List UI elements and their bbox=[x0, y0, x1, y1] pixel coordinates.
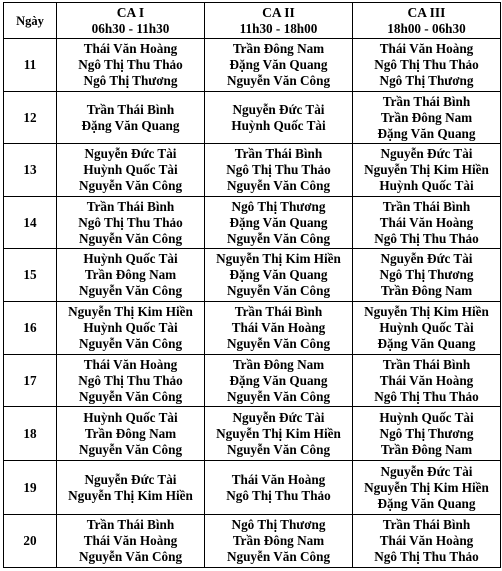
shift-1-cell bbox=[57, 461, 205, 515]
staff-name: Thái Văn Hoàng bbox=[231, 320, 326, 335]
staff-name: Huỳnh Quốc Tài bbox=[231, 117, 326, 133]
staff-name: Thái Văn Hoàng bbox=[379, 533, 474, 548]
shift-1-cell bbox=[57, 355, 205, 407]
staff-name: Ngô Thị Thu Thảo bbox=[374, 549, 479, 564]
staff-name: Nguyễn Thị Kim Hiền bbox=[216, 425, 341, 441]
day-cell: 19 bbox=[4, 461, 57, 515]
staff-name: Trần Đông Nam bbox=[380, 441, 473, 457]
shift-2-cell bbox=[205, 302, 353, 355]
shift-3-cell bbox=[353, 302, 501, 355]
schedule-row bbox=[4, 355, 501, 407]
shift-1-cell bbox=[57, 197, 205, 249]
shift-3-name: CA III bbox=[407, 4, 446, 20]
staff-name: Trần Đông Nam bbox=[380, 283, 473, 298]
shift-1-cell bbox=[57, 249, 205, 302]
staff-name: Nguyễn Văn Công bbox=[78, 283, 183, 298]
shift-1-cell bbox=[57, 302, 205, 355]
shift-2-cell bbox=[205, 515, 353, 568]
staff-name: Trần Đông Nam bbox=[380, 109, 473, 125]
schedule-row bbox=[4, 197, 501, 249]
day-cell: 14 bbox=[4, 197, 57, 249]
shift-1-header bbox=[57, 3, 205, 39]
shift-1-cell bbox=[57, 39, 205, 92]
shift-3-cell bbox=[353, 249, 501, 302]
staff-name: Đặng Văn Quang bbox=[229, 372, 328, 388]
shift-2-name: CA II bbox=[262, 4, 295, 20]
staff-name: Thái Văn Hoàng bbox=[231, 471, 326, 487]
day-cell: 15 bbox=[4, 249, 57, 302]
shift-2-cell bbox=[205, 197, 353, 249]
staff-name: Huỳnh Quốc Tài bbox=[379, 178, 474, 193]
day-cell: 13 bbox=[4, 144, 57, 197]
day-column-header bbox=[4, 3, 57, 39]
staff-name: Thái Văn Hoàng bbox=[379, 372, 474, 388]
shift-3-cell bbox=[353, 515, 501, 568]
shift-1-cell bbox=[57, 92, 205, 144]
staff-name: Nguyễn Đức Tài bbox=[380, 251, 473, 266]
staff-name: Thái Văn Hoàng bbox=[83, 356, 178, 372]
day-cell: 17 bbox=[4, 355, 57, 407]
shift-2-cell bbox=[205, 92, 353, 144]
staff-name: Huỳnh Quốc Tài bbox=[83, 320, 178, 335]
staff-name: Đặng Văn Quang bbox=[81, 117, 180, 133]
shift-3-cell bbox=[353, 407, 501, 461]
staff-name: Nguyễn Thị Kim Hiền bbox=[364, 479, 489, 495]
staff-name: Đặng Văn Quang bbox=[229, 267, 328, 282]
shift-2-cell bbox=[205, 355, 353, 407]
staff-name: Trần Đông Nam bbox=[232, 533, 325, 548]
staff-name: Ngô Thị Thu Thảo bbox=[78, 372, 183, 388]
staff-name: Nguyễn Đức Tài bbox=[380, 146, 473, 161]
day-cell: 11 bbox=[4, 39, 57, 92]
staff-name: Thái Văn Hoàng bbox=[83, 533, 178, 548]
staff-name: Trần Thái Bình bbox=[382, 198, 471, 214]
staff-name: Trần Thái Bình bbox=[382, 93, 471, 109]
shift-3-cell bbox=[353, 355, 501, 407]
staff-name: Nguyễn Văn Công bbox=[226, 178, 331, 193]
staff-name: Nguyễn Văn Công bbox=[78, 230, 183, 246]
staff-name: Trần Đông Nam bbox=[232, 41, 325, 56]
schedule-row bbox=[4, 461, 501, 515]
day-cell: 20 bbox=[4, 515, 57, 568]
staff-name: Nguyễn Thị Kim Hiền bbox=[68, 304, 193, 319]
staff-name: Ngô Thị Thương bbox=[231, 198, 326, 214]
staff-name: Nguyễn Văn Công bbox=[226, 73, 331, 88]
staff-name: Nguyễn Văn Công bbox=[78, 388, 183, 404]
shift-3-header bbox=[353, 3, 501, 39]
staff-name: Ngô Thị Thương bbox=[83, 73, 178, 88]
schedule-row bbox=[4, 407, 501, 461]
staff-name: Trần Thái Bình bbox=[234, 304, 323, 319]
staff-name: Huỳnh Quốc Tài bbox=[83, 409, 178, 425]
staff-name: Nguyễn Thị Kim Hiền bbox=[216, 251, 341, 266]
staff-name: Nguyễn Văn Công bbox=[78, 441, 183, 457]
staff-name: Nguyễn Văn Công bbox=[78, 336, 183, 351]
staff-name: Ngô Thị Thu Thảo bbox=[78, 214, 183, 230]
staff-name: Nguyễn Văn Công bbox=[226, 441, 331, 457]
staff-name: Thái Văn Hoàng bbox=[379, 41, 474, 56]
staff-name: Trần Thái Bình bbox=[382, 356, 471, 372]
shift-1-cell bbox=[57, 144, 205, 197]
shift-1-cell bbox=[57, 407, 205, 461]
staff-name: Trần Đông Nam bbox=[84, 425, 177, 441]
shift-3-cell bbox=[353, 92, 501, 144]
staff-name: Trần Thái Bình bbox=[382, 517, 471, 532]
shift-1-cell bbox=[57, 515, 205, 568]
shift-3-cell bbox=[353, 144, 501, 197]
staff-name: Đặng Văn Quang bbox=[229, 57, 328, 72]
staff-name: Ngô Thị Thương bbox=[231, 517, 326, 532]
staff-name: Huỳnh Quốc Tài bbox=[83, 162, 178, 177]
staff-name: Nguyễn Văn Công bbox=[226, 230, 331, 246]
shift-3-time: 18h00 - 06h30 bbox=[387, 20, 466, 36]
staff-name: Nguyễn Thị Kim Hiền bbox=[364, 162, 489, 177]
staff-name: Nguyễn Văn Công bbox=[226, 549, 331, 564]
shift-3-cell bbox=[353, 39, 501, 92]
staff-name: Nguyễn Văn Công bbox=[78, 178, 183, 193]
staff-name: Ngô Thị Thu Thảo bbox=[374, 230, 479, 246]
staff-name: Nguyễn Đức Tài bbox=[232, 409, 325, 425]
shift-2-header bbox=[205, 3, 353, 39]
staff-name: Thái Văn Hoàng bbox=[379, 214, 474, 230]
staff-name: Đặng Văn Quang bbox=[377, 125, 476, 141]
shift-2-cell bbox=[205, 461, 353, 515]
staff-name: Huỳnh Quốc Tài bbox=[379, 409, 474, 425]
staff-name: Ngô Thị Thu Thảo bbox=[374, 388, 479, 404]
day-cell: 16 bbox=[4, 302, 57, 355]
schedule-row bbox=[4, 144, 501, 197]
staff-name: Nguyễn Văn Công bbox=[78, 549, 183, 564]
shift-2-cell bbox=[205, 249, 353, 302]
shift-2-cell bbox=[205, 144, 353, 197]
staff-name: Ngô Thị Thu Thảo bbox=[226, 487, 331, 503]
staff-name: Ngô Thị Thương bbox=[379, 73, 474, 88]
shift-1-name: CA I bbox=[116, 4, 145, 20]
shift-2-cell bbox=[205, 39, 353, 92]
staff-name: Đặng Văn Quang bbox=[377, 336, 476, 351]
shift-1-time: 06h30 - 11h30 bbox=[91, 20, 170, 36]
staff-name: Ngô Thị Thu Thảo bbox=[374, 57, 479, 72]
shift-schedule-table bbox=[3, 2, 501, 568]
staff-name: Nguyễn Văn Công bbox=[226, 388, 331, 404]
staff-name: Nguyễn Đức Tài bbox=[380, 463, 473, 479]
staff-name: Trần Đông Nam bbox=[84, 267, 177, 282]
header-row bbox=[4, 3, 501, 39]
staff-name: Ngô Thị Thu Thảo bbox=[78, 57, 183, 72]
schedule-row bbox=[4, 39, 501, 92]
day-column-label: Ngày bbox=[16, 13, 44, 28]
shift-3-cell bbox=[353, 461, 501, 515]
schedule-row bbox=[4, 515, 501, 568]
staff-name: Nguyễn Văn Công bbox=[226, 336, 331, 351]
day-cell: 18 bbox=[4, 407, 57, 461]
staff-name: Nguyễn Đức Tài bbox=[232, 101, 325, 117]
staff-name: Đặng Văn Quang bbox=[377, 495, 476, 511]
staff-name: Nguyễn Thị Kim Hiền bbox=[68, 487, 193, 503]
staff-name: Thái Văn Hoàng bbox=[83, 41, 178, 56]
schedule-row bbox=[4, 92, 501, 144]
staff-name: Ngô Thị Thương bbox=[379, 425, 474, 441]
staff-name: Nguyễn Thị Kim Hiền bbox=[364, 304, 489, 319]
staff-name: Trần Thái Bình bbox=[86, 198, 175, 214]
staff-name: Ngô Thị Thương bbox=[379, 267, 474, 282]
staff-name: Ngô Thị Thu Thảo bbox=[226, 162, 331, 177]
shift-2-time: 11h30 - 18h00 bbox=[239, 20, 318, 36]
staff-name: Huỳnh Quốc Tài bbox=[379, 320, 474, 335]
day-cell: 12 bbox=[4, 92, 57, 144]
staff-name: Huỳnh Quốc Tài bbox=[83, 251, 178, 266]
shift-2-cell bbox=[205, 407, 353, 461]
staff-name: Trần Thái Bình bbox=[86, 101, 175, 117]
shift-3-cell bbox=[353, 197, 501, 249]
staff-name: Trần Thái Bình bbox=[234, 146, 323, 161]
staff-name: Nguyễn Đức Tài bbox=[84, 471, 177, 487]
staff-name: Trần Thái Bình bbox=[86, 517, 175, 532]
schedule-row bbox=[4, 249, 501, 302]
staff-name: Nguyễn Văn Công bbox=[226, 283, 331, 298]
staff-name: Đặng Văn Quang bbox=[229, 214, 328, 230]
staff-name: Trần Đông Nam bbox=[232, 356, 325, 372]
schedule-row bbox=[4, 302, 501, 355]
staff-name: Nguyễn Đức Tài bbox=[84, 146, 177, 161]
schedule-body bbox=[4, 39, 501, 568]
